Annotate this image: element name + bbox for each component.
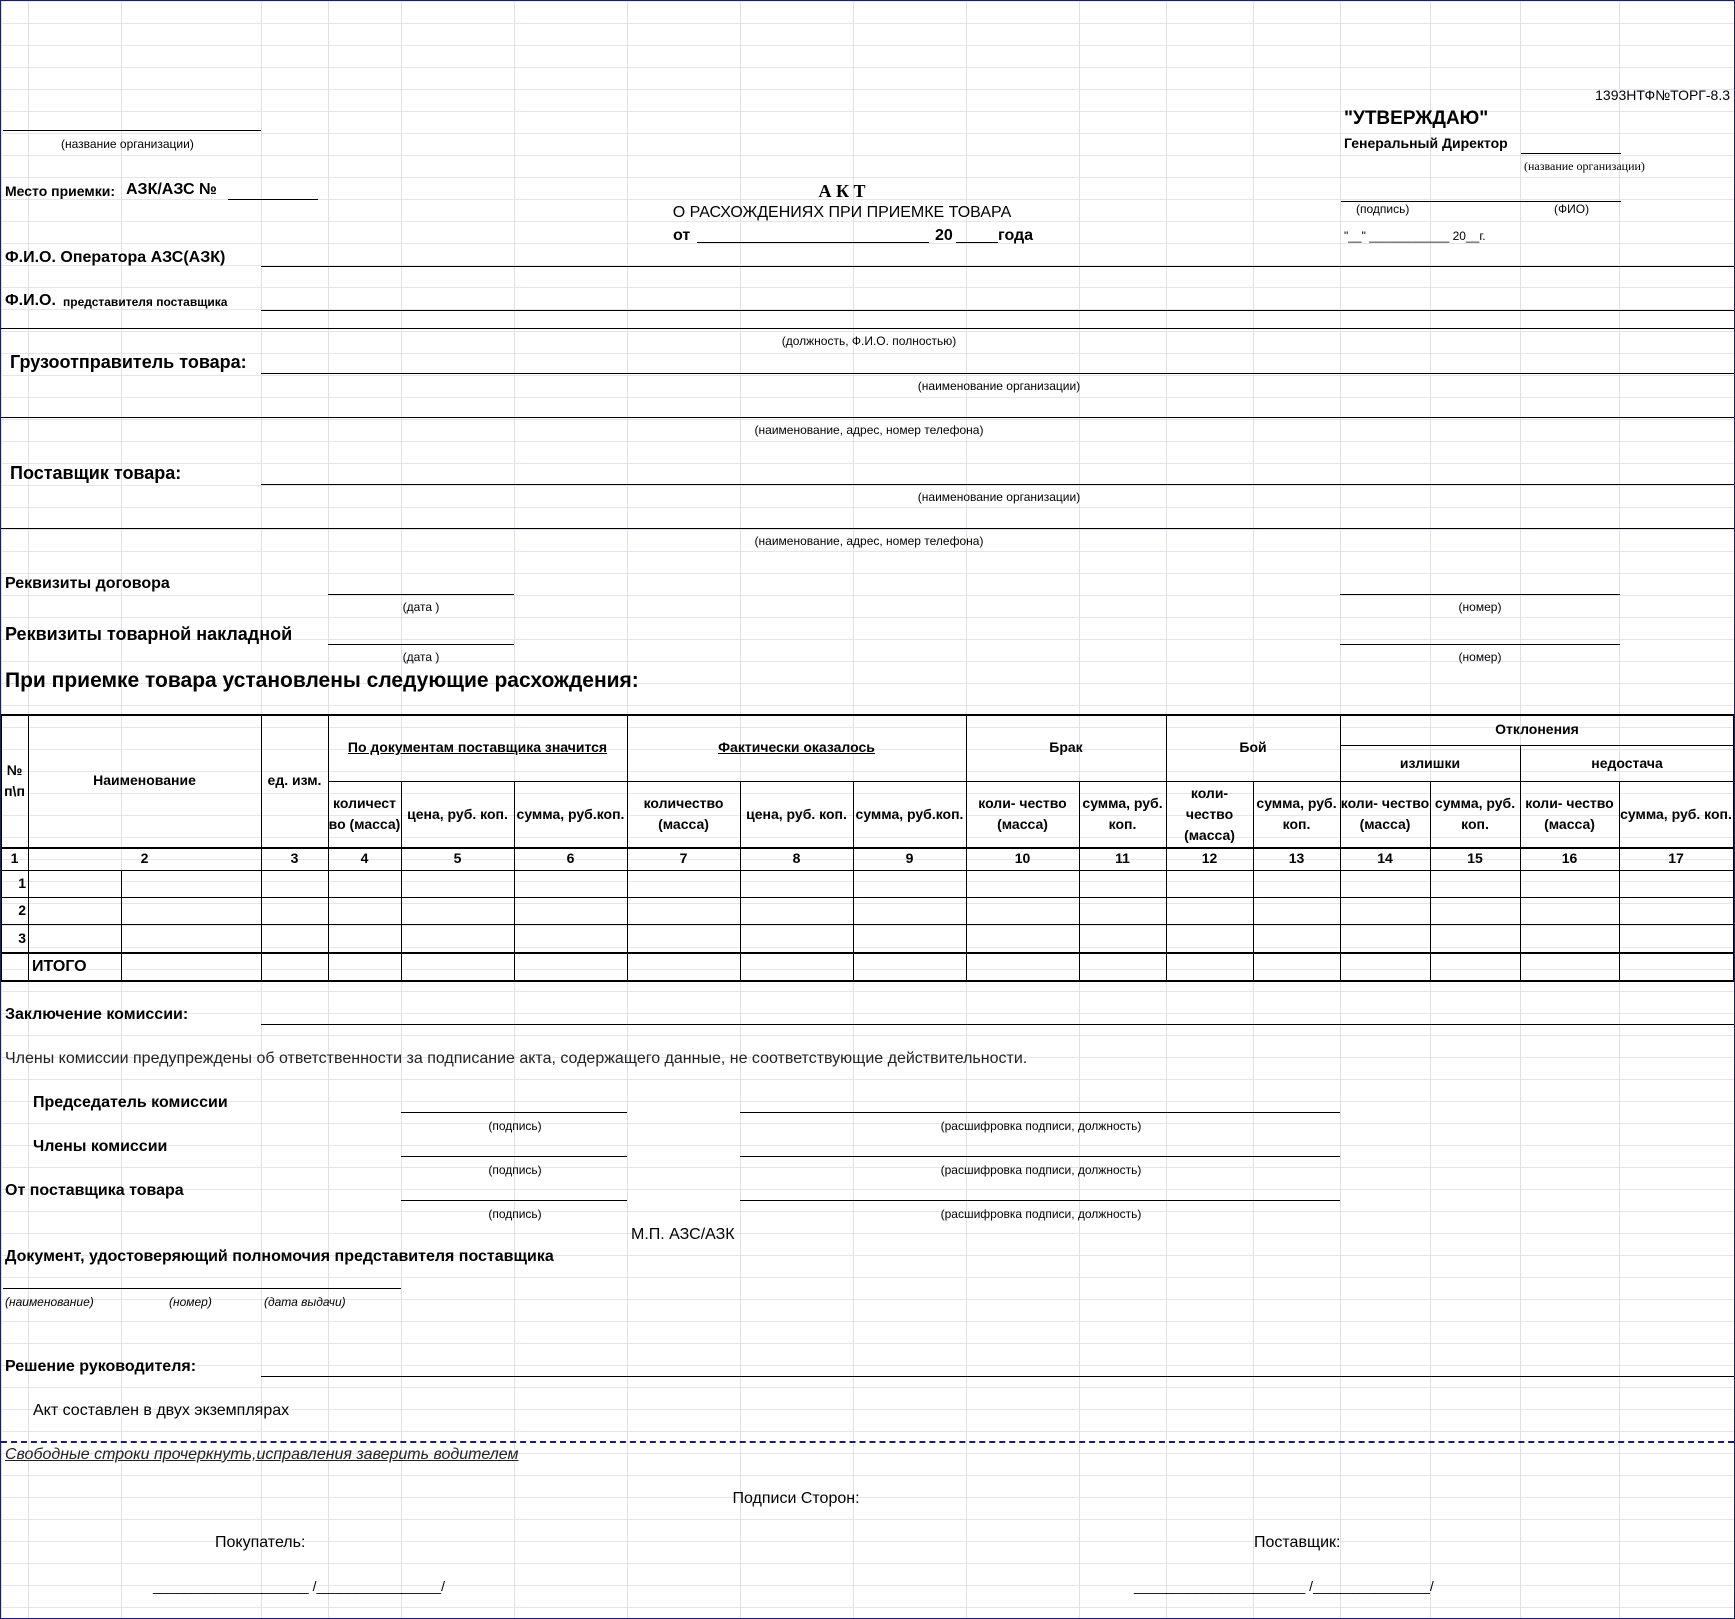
authority-label: Документ, удостоверяющий полномочия представителя поставщика: [5, 1248, 554, 1265]
waybill-label: Реквизиты товарной накладной: [5, 624, 293, 644]
table-row[interactable]: 1: [18, 875, 26, 891]
th-surplus: излишки: [1399, 754, 1461, 771]
authority-line[interactable]: [3, 1288, 401, 1289]
col-number: 10: [1014, 850, 1031, 866]
act-from-label: от: [673, 227, 691, 244]
th-shortage: недостача: [1591, 754, 1663, 771]
th-deviation: Отклонения: [1495, 721, 1579, 737]
members-decode-caption: (расшифровка подписи, должность): [940, 1163, 1142, 1177]
place-label: Место приемки:: [5, 183, 116, 199]
act-title: А К Т: [818, 181, 866, 201]
members-label: Члены комиссии: [33, 1138, 168, 1155]
th-sub-15: сумма, руб. коп.: [1434, 795, 1516, 832]
th-unit: ед. изм.: [267, 772, 322, 788]
from-supplier-decode-line[interactable]: [740, 1200, 1340, 1201]
approval-title: "УТВЕРЖДАЮ": [1344, 108, 1489, 129]
supplier-line[interactable]: [261, 484, 1734, 485]
cut-line: [1, 1441, 1734, 1443]
act-year: 20: [935, 227, 953, 244]
th-sub-7: количество (масса): [643, 795, 724, 832]
supplier-rep-label: представителя поставщика: [63, 295, 228, 309]
col-number: 6: [566, 850, 575, 866]
supplier-sign-label: Поставщик:: [1254, 1534, 1341, 1551]
contract-number-caption: (номер): [1458, 600, 1502, 614]
act-subtitle: О РАСХОЖДЕНИЯХ ПРИ ПРИЕМКЕ ТОВАРА: [672, 204, 1012, 221]
act-year-line[interactable]: [956, 242, 998, 243]
th-sub-14: коли- чество (масса): [1340, 795, 1430, 832]
place-value: АЗК/АЗС №: [126, 181, 217, 198]
supplier-rep-line-2[interactable]: [1, 328, 1734, 329]
contract-number-line[interactable]: [1340, 594, 1620, 595]
members-decode-line[interactable]: [740, 1156, 1340, 1157]
discrepancy-title: При приемке товара установлены следующие расхождения:: [5, 669, 639, 692]
conclusion-line[interactable]: [261, 1024, 1734, 1025]
approval-fio-caption: (ФИО): [1554, 202, 1590, 216]
decision-label: Решение руководителя:: [5, 1358, 197, 1375]
col-number: 17: [1668, 850, 1684, 866]
authority-date-caption: (дата выдачи): [264, 1295, 346, 1309]
org-caption: (название организации): [61, 137, 194, 151]
director-line[interactable]: [1521, 153, 1621, 154]
act-year-suffix: года: [998, 227, 1034, 244]
supplier-label: Поставщик товара:: [10, 463, 182, 483]
col-number: 11: [1115, 850, 1130, 866]
supplier-rep-line[interactable]: [261, 310, 1734, 311]
th-broken: Бой: [1239, 739, 1267, 755]
waybill-number-caption: (номер): [1458, 650, 1502, 664]
th-docs: По документам поставщика значится: [347, 739, 608, 755]
th-sub-11: сумма, руб. коп.: [1082, 795, 1163, 832]
waybill-date-caption: (дата ): [402, 650, 440, 664]
place-number-line[interactable]: [228, 199, 318, 200]
col-number: 16: [1561, 850, 1578, 866]
decision-line[interactable]: [261, 1376, 1734, 1377]
chairman-decode-line[interactable]: [740, 1112, 1340, 1113]
supplier-addr-caption: (наименование, адрес, номер телефона): [754, 534, 984, 548]
approval-sign-caption: (подпись): [1356, 202, 1410, 216]
shipper-line[interactable]: [261, 373, 1734, 374]
supplier-org-caption: (наименование организации): [917, 490, 1081, 504]
th-fact: Фактически оказалось: [718, 739, 875, 755]
chairman-sign-caption: (подпись): [488, 1119, 542, 1133]
shipper-addr-line[interactable]: [1, 417, 1734, 418]
contract-label: Реквизиты договора: [5, 575, 170, 592]
authority-number-caption: (номер): [169, 1295, 212, 1309]
col-number: 7: [679, 850, 688, 866]
th-sub-9: сумма, руб.коп.: [855, 805, 964, 822]
th-sub-17: сумма, руб. коп.: [1620, 805, 1732, 822]
col-number: 3: [290, 850, 299, 866]
approval-org-caption: (название организации): [1524, 159, 1645, 173]
free-rows-note: Свободные строки прочеркнуть,исправления заверить водителем: [5, 1446, 519, 1463]
th-sub-12: коли- чество (масса): [1184, 784, 1235, 843]
conclusion-label: Заключение комиссии:: [5, 1006, 189, 1023]
col-number: 1: [10, 850, 19, 866]
col-number: 12: [1201, 850, 1218, 866]
th-sub-16: коли- чество (масса): [1525, 795, 1614, 832]
th-defect: Брак: [1049, 739, 1083, 755]
col-number: 13: [1288, 850, 1305, 866]
waybill-number-line[interactable]: [1340, 644, 1620, 645]
chairman-label: Председатель комиссии: [33, 1094, 228, 1111]
shipper-addr-caption: (наименование, адрес, номер телефона): [754, 423, 984, 437]
from-supplier-sign-line[interactable]: [401, 1200, 627, 1201]
col-number: 9: [905, 850, 914, 866]
th-sub-13: сумма, руб. коп.: [1256, 795, 1337, 832]
act-date-line[interactable]: [697, 242, 929, 243]
supplier-addr-line[interactable]: [1, 528, 1734, 529]
col-number: 4: [360, 850, 369, 866]
commission-warning: Члены комиссии предупреждены об ответственности за подписание акта, содержащего данные, не соответствующие действительности.: [5, 1050, 1028, 1067]
total-label: ИТОГО: [32, 958, 87, 975]
from-supplier-sign-caption: (подпись): [488, 1207, 542, 1221]
contract-date-caption: (дата ): [402, 600, 440, 614]
position-caption: (должность, Ф.И.О. полностью): [781, 334, 957, 348]
signatures-title: Подписи Сторон:: [732, 1490, 860, 1507]
chairman-decode-caption: (расшифровка подписи, должность): [940, 1119, 1142, 1133]
th-sub-6: сумма, руб.коп.: [516, 805, 625, 822]
authority-name-caption: (наименование): [5, 1295, 94, 1309]
col-number: 5: [453, 850, 462, 866]
col-number: 15: [1467, 850, 1483, 866]
approval-date-line[interactable]: "__" ____________ 20__г.: [1344, 229, 1486, 243]
shipper-label: Грузоотправитель товара:: [10, 352, 247, 372]
th-name: Наименование: [93, 772, 196, 788]
table-row[interactable]: 3: [18, 929, 26, 946]
from-supplier-decode-caption: (расшифровка подписи, должность): [940, 1207, 1142, 1221]
copies-note: Акт составлен в двух экземплярах: [33, 1402, 290, 1419]
shipper-org-caption: (наименование организации): [917, 379, 1081, 393]
buyer-label: Покупатель:: [215, 1534, 306, 1551]
buyer-signature-line[interactable]: ____________________ /________________/: [153, 1578, 445, 1594]
members-sign-caption: (подпись): [488, 1163, 542, 1177]
operator-label: Ф.И.О. Оператора АЗС(АЗК): [5, 249, 226, 266]
chairman-sign-line[interactable]: [401, 1112, 627, 1113]
col-number: 14: [1377, 850, 1393, 866]
from-supplier-label: От поставщика товара: [5, 1182, 184, 1199]
operator-line[interactable]: [261, 266, 1734, 267]
col-number: 2: [140, 850, 149, 866]
members-sign-line[interactable]: [401, 1156, 627, 1157]
contract-date-line[interactable]: [328, 594, 514, 595]
approval-director: Генеральный Директор: [1344, 135, 1508, 151]
form-code: 1393НТФ№ТОРГ-8.3: [1595, 87, 1730, 103]
th-sub-4: количест во (масса): [328, 795, 401, 832]
table-row[interactable]: 2: [18, 902, 26, 918]
th-sub-10: коли- чество (масса): [978, 795, 1067, 832]
org-line[interactable]: [3, 130, 261, 131]
th-sub-8: цена, руб. коп.: [746, 805, 847, 822]
th-num: № п\п: [4, 761, 25, 799]
supplier-signature-line[interactable]: ______________________ /_______________/: [1134, 1578, 1434, 1594]
waybill-date-line[interactable]: [328, 644, 514, 645]
stamp-label: М.П. АЗС/АЗК: [631, 1226, 735, 1243]
col-number: 8: [792, 850, 801, 866]
supplier-rep-fio: Ф.И.О.: [5, 292, 56, 309]
th-sub-5: цена, руб. коп.: [407, 805, 508, 822]
